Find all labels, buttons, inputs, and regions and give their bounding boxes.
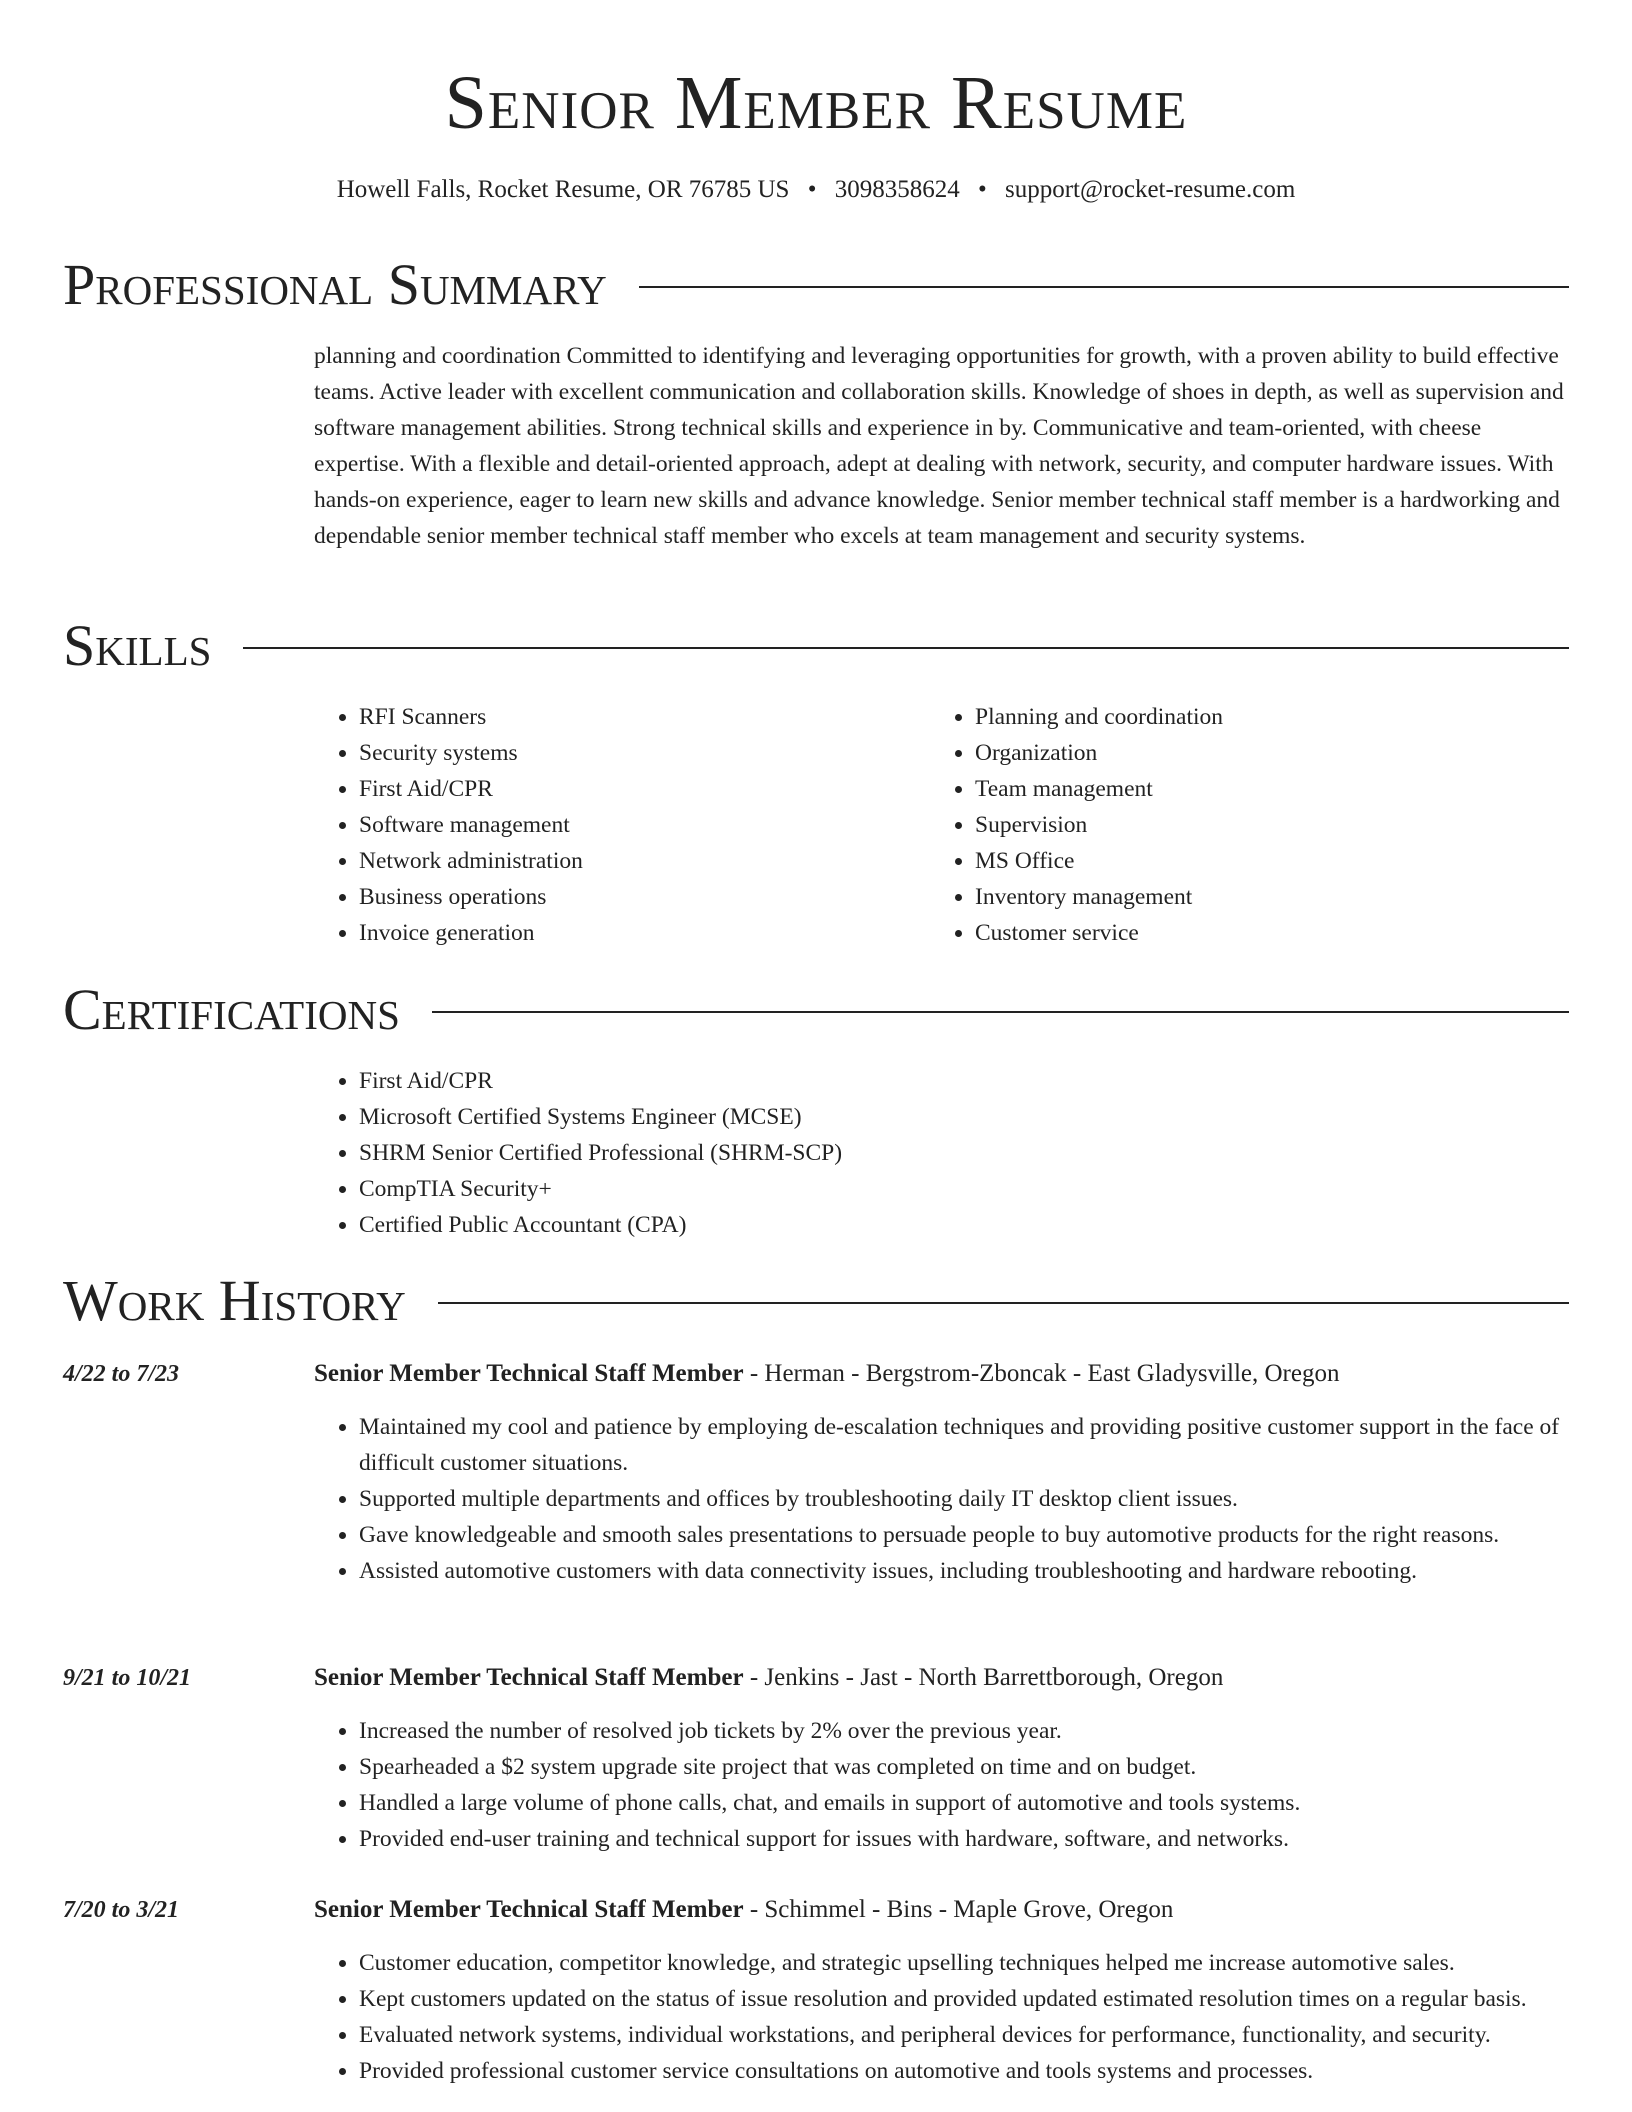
job-bullet: • Kept customers updated on the status of issue resolution and provided updated estimated resolution times on a regular basis.	[359, 1981, 1570, 2017]
job-bullet: • Provided professional customer service consultations on automotive and tools systems and processes.	[359, 2053, 1570, 2089]
contact-address: Howell Falls, Rocket Resume, OR 76785 US	[336, 176, 790, 203]
list-item: • First Aid/CPR	[359, 771, 874, 807]
list-item: • CompTIA Security+	[359, 1171, 1570, 1207]
list-item: • Microsoft Certified Systems Engineer (MCSE)	[359, 1099, 1570, 1135]
skills-list-left	[314, 699, 874, 951]
resume-name: Senior Member Resume	[444, 61, 1188, 145]
list-item: • Supervision	[975, 807, 1550, 843]
certifications-list	[314, 1063, 1570, 1243]
contact-phone: 3098358624	[834, 176, 960, 203]
skills-section-header	[63, 613, 1569, 679]
job-bullet: • Spearheaded a $2 system upgrade site project that was completed on time and on budget.	[359, 1749, 1570, 1785]
work-section-header	[63, 1268, 1569, 1334]
job-heading	[314, 1660, 1570, 1696]
list-item: • Network administration	[359, 843, 874, 879]
job-title: Senior Member Technical Staff Member	[314, 1664, 744, 1691]
contact-line	[0, 172, 1632, 208]
section-divider	[438, 1302, 1569, 1304]
skills-column-right	[930, 699, 1550, 951]
list-item: • Security systems	[359, 735, 874, 771]
list-item: • Software management	[359, 807, 874, 843]
job-bullet: • Evaluated network systems, individual workstations, and peripheral devices for performance, functionality, and security.	[359, 2017, 1570, 2053]
job-bullet: • Handled a large volume of phone calls, chat, and emails in support of automotive and tools systems.	[359, 1785, 1570, 1821]
section-divider	[639, 286, 1569, 288]
certifications-section-title: Certifications	[63, 977, 400, 1042]
job-bullet: • Provided end-user training and technical support for issues with hardware, software, and networks.	[359, 1821, 1570, 1857]
job-bullets	[314, 1409, 1570, 1589]
skills-section-title: Skills	[63, 613, 212, 678]
contact-email: support@rocket-resume.com	[1005, 176, 1296, 203]
job-bullet-list	[314, 1945, 1570, 2089]
list-item: • RFI Scanners	[359, 699, 874, 735]
contact-separator: •	[807, 176, 817, 203]
job-dates: 7/20 to 3/21	[63, 1897, 180, 1923]
contact-separator: •	[977, 176, 987, 203]
list-item: • Inventory management	[975, 879, 1550, 915]
job-employer-location: - Jenkins - Jast - North Barrettborough, Oregon	[743, 1664, 1224, 1691]
summary-section-title: Professional Summary	[63, 252, 607, 317]
job-bullet: • Increased the number of resolved job tickets by 2% over the previous year.	[359, 1713, 1570, 1749]
work-section-title: Work History	[63, 1268, 406, 1333]
job-employer-location: - Herman - Bergstrom-Zboncak - East Gladysville, Oregon	[743, 1360, 1340, 1387]
certifications-block	[314, 1063, 1570, 1243]
job-dates: 4/22 to 7/23	[63, 1361, 180, 1387]
section-divider	[243, 647, 1569, 649]
job-heading	[314, 1892, 1570, 1928]
list-item: • Planning and coordination	[975, 699, 1550, 735]
job-heading	[314, 1356, 1570, 1392]
skills-column-left	[314, 699, 874, 951]
skills-list-right	[930, 699, 1550, 951]
job-employer-location: - Schimmel - Bins - Maple Grove, Oregon	[743, 1896, 1174, 1923]
list-item: • Team management	[975, 771, 1550, 807]
list-item: • Certified Public Accountant (CPA)	[359, 1207, 1570, 1243]
list-item: • MS Office	[975, 843, 1550, 879]
job-bullets	[314, 1713, 1570, 1857]
list-item: • Invoice generation	[359, 915, 874, 951]
job-bullet: • Gave knowledgeable and smooth sales presentations to persuade people to buy automotive products for the right reasons.	[359, 1517, 1570, 1553]
job-bullet-list	[314, 1713, 1570, 1857]
job-bullet-list	[314, 1409, 1570, 1589]
list-item: • SHRM Senior Certified Professional (SHRM-SCP)	[359, 1135, 1570, 1171]
summary-section-header	[63, 252, 1569, 318]
job-bullets	[314, 1945, 1570, 2089]
job-bullet: • Supported multiple departments and offices by troubleshooting daily IT desktop client issues.	[359, 1481, 1570, 1517]
summary-text: planning and coordination Committed to identifying and leveraging opportunities for growth, with a proven ability to build effective teams. Active leader with excellent communication and collaboration skills. Knowledge of shoes in depth, as well as supervision and software management abilities. Strong technical skills and experience in by. Communicative and team-oriented, with cheese expertise. With a flexible and detail-oriented approach, adept at dealing with network, security, and computer hardware issues. With hands-on experience, eager to learn new skills and advance knowledge. Senior member technical staff member is a hardworking and dependable senior member technical staff member who excels at team management and security systems.	[314, 343, 1564, 549]
list-item: • Business operations	[359, 879, 874, 915]
section-divider	[432, 1011, 1569, 1013]
job-bullet: • Customer education, competitor knowledge, and strategic upselling techniques helped me increase automotive sales.	[359, 1945, 1570, 1981]
job-title: Senior Member Technical Staff Member	[314, 1360, 744, 1387]
list-item: • Customer service	[975, 915, 1550, 951]
list-item: • First Aid/CPR	[359, 1063, 1570, 1099]
job-bullet: • Assisted automotive customers with data connectivity issues, including troubleshooting and hardware rebooting.	[359, 1553, 1570, 1589]
list-item: • Organization	[975, 735, 1550, 771]
job-bullet: • Maintained my cool and patience by employing de-escalation techniques and providing positive customer support in the face of difficult customer situations.	[359, 1409, 1570, 1481]
certifications-section-header	[63, 977, 1569, 1043]
job-dates: 9/21 to 10/21	[63, 1665, 192, 1691]
job-title: Senior Member Technical Staff Member	[314, 1896, 744, 1923]
